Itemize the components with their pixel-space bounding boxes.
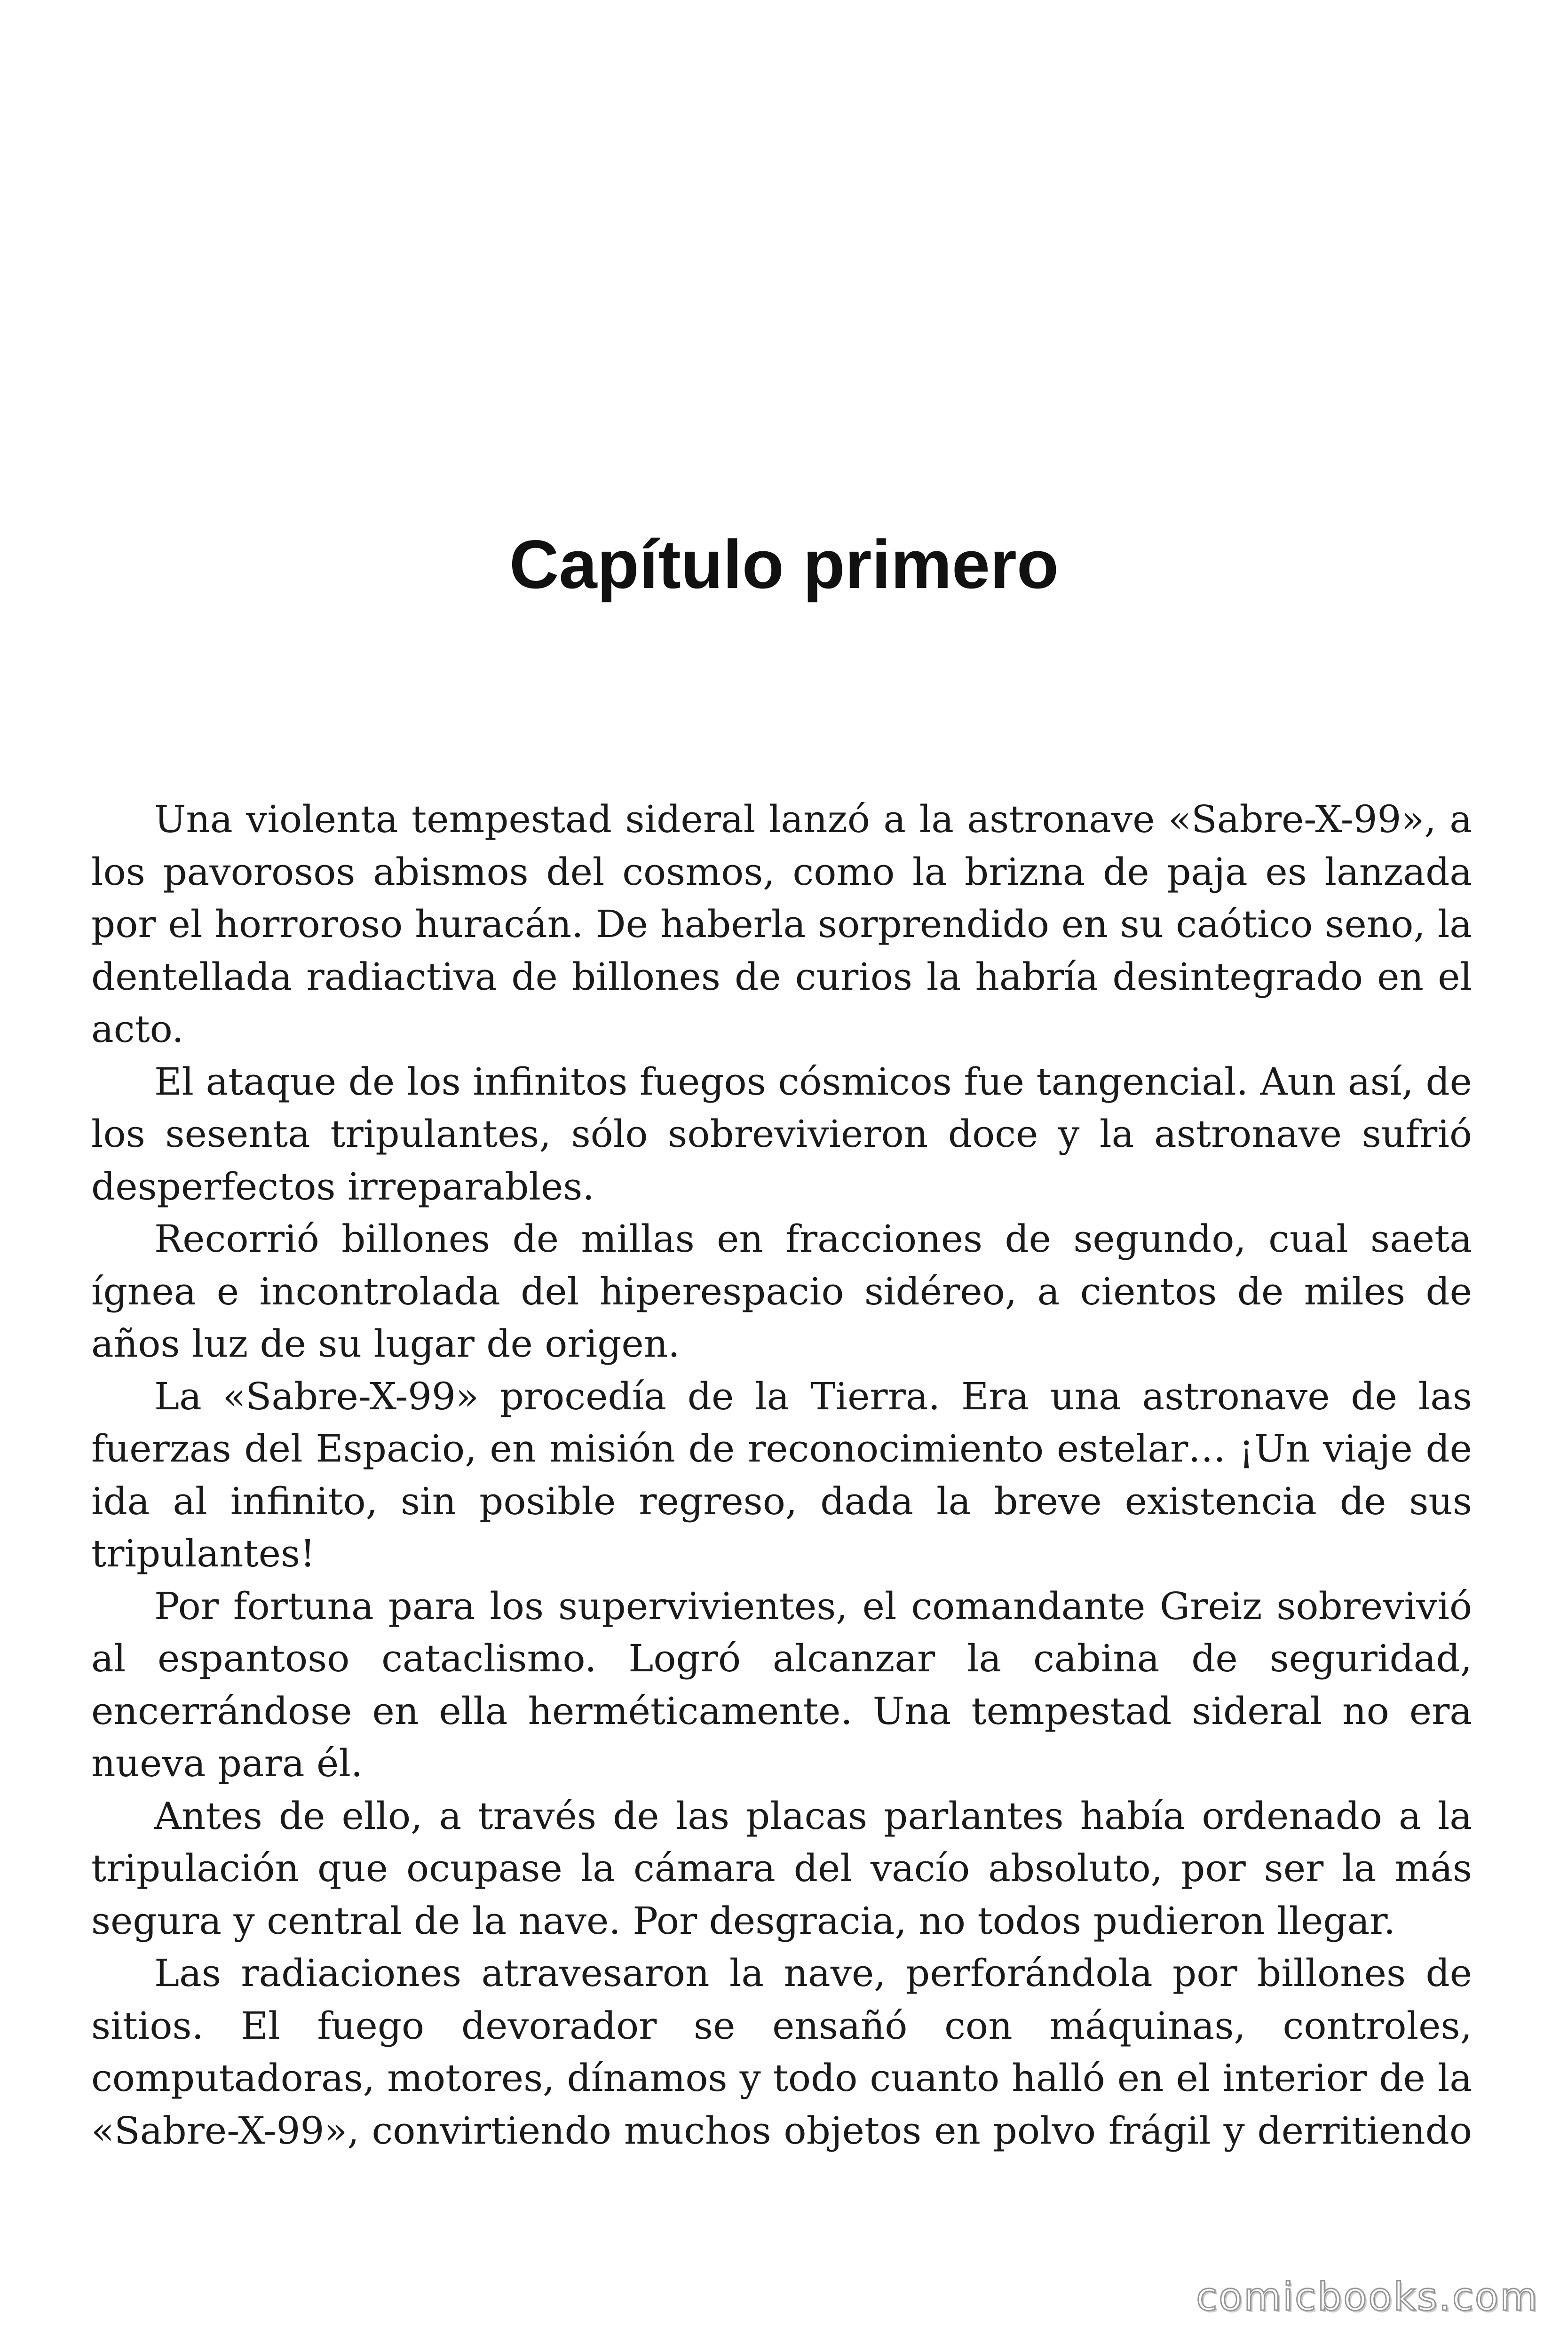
paragraph-5: Por fortuna para los supervivientes, el comandante Greiz sobrevivió al espantoso cataclismo. Logró alcanzar la cabina de seguridad, encerrándose en ella herméticamente. Una tempestad sideral no era nueva para él. [91,1584,1472,1785]
paragraph-2: El ataque de los infinitos fuegos cósmicos fue tangencial. Aun así, de los sesenta tripulantes, sólo sobrevivieron doce y la astronave sufrió desperfectos irreparables. [91,1059,1472,1208]
paragraph-3: Recorrió billones de millas en fracciones de segundo, cual saeta ígnea e incontrolada del hiperespacio sidéreo, a cientos de miles de años luz de su lugar de origen. [91,1217,1472,1366]
chapter-title: Capítulo primero [509,526,1059,603]
paragraph-6: Antes de ello, a través de las placas parlantes había ordenado a la tripulación que ocupase la cámara del vacío absoluto, por ser la más segura y central de la nave. Por desgracia, no todos pudieron llegar. [91,1794,1472,1943]
paragraph-1: Una violenta tempestad sideral lanzó a la astronave «Sabre-X-99», a los pavorosos abismos del cosmos, como la brizna de paja es lanzada por el horroroso huracán. De haberla sorprendido en su caótico seno, la dentellada radiactiva de billones de curios la habría desintegrado en el acto. [91,797,1472,1051]
chapter-body [91,793,1472,2157]
paragraph-7: Las radiaciones atravesaron la nave, perforándola por billones de sitios. El fuego devorador se ensañó con máquinas, controles, computadoras, motores, dínamos y todo cuanto halló en el interior de la «Sabre-X-99», convirtiendo muchos objetos en polvo frágil y derritiendo [91,1951,1472,2153]
watermark: comicbooks.com [1196,2275,1539,2320]
paragraph-4: La «Sabre-X-99» procedía de la Tierra. Era una astronave de las fuerzas del Espacio, en misión de reconocimiento estelar… ¡Un viaje de ida al infinito, sin posible regreso, dada la breve existencia de sus tripulantes! [91,1374,1472,1575]
